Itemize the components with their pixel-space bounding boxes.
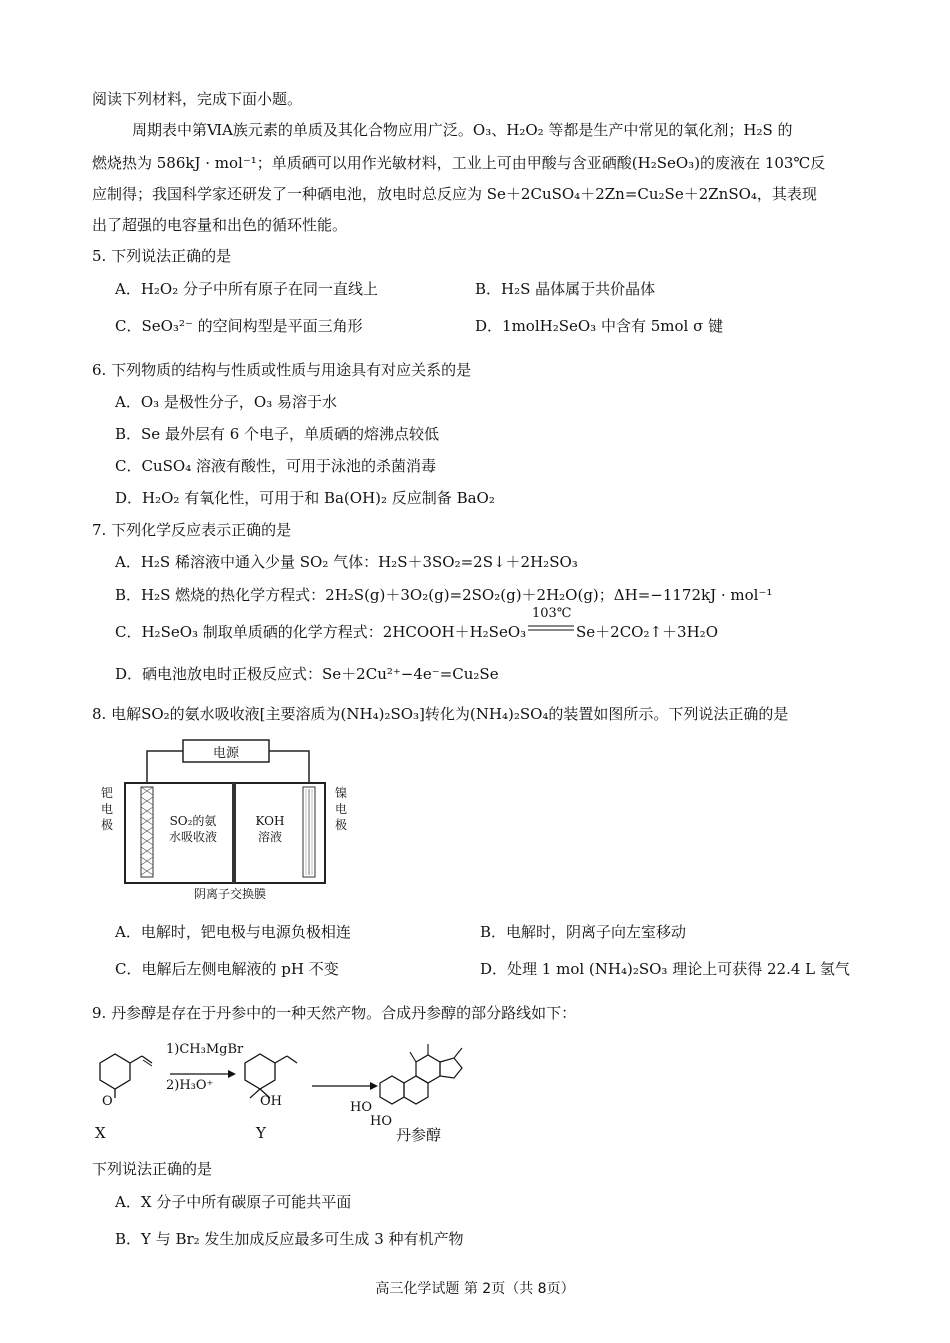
- question-5-stem: 5. 下列说法正确的是: [92, 247, 232, 265]
- q6-option-b: B．Se 最外层有 6 个电子，单质硒的熔沸点较低: [115, 425, 440, 443]
- question-8-stem: 8. 电解SO₂的氨水吸收液[主要溶质为(NH₄)₂SO₃]转化为(NH₄)₂SO₄的装置如图所示。下列说法正确的是: [92, 705, 789, 723]
- q7-condition-label: 103℃: [532, 606, 572, 621]
- compound-x-label: X: [95, 1124, 106, 1142]
- q7-option-c: C．H₂SeO₃ 制取单质硒的化学方程式：2HCOOH＋H₂SeO₃: [115, 623, 527, 641]
- compound-y-label: Y: [256, 1124, 266, 1142]
- x-carbonyl-oxygen: O: [102, 1094, 113, 1109]
- electrode-label-char: 镍: [335, 786, 348, 800]
- q6-option-c: C．CuSO₄ 溶液有酸性，可用于泳池的杀菌消毒: [115, 457, 436, 475]
- right-solution-line: KOH: [255, 814, 285, 828]
- q7-option-d: D．硒电池放电时正极反应式：Se＋2Cu²⁺−4e⁻=Cu₂Se: [115, 665, 499, 683]
- instruction: 阅读下列材料，完成下面小题。: [92, 90, 303, 108]
- reagent-step-1: 1)CH₃MgBr: [166, 1042, 244, 1057]
- intro-paragraph-line1: 周期表中第ⅥA族元素的单质及其化合物应用广泛。O₃、H₂O₂ 等都是生产中常见的氧化剂；H₂S 的: [132, 121, 793, 139]
- q9-option-b: B．Y 与 Br₂ 发生加成反应最多可生成 3 种有机产物: [115, 1230, 464, 1248]
- intro-paragraph-line2: 燃烧热为 586kJ · mol⁻¹；单质硒可以用作光敏材料，工业上可由甲酸与含亚硒酸(H₂SeO₃)的废液在 103℃反: [92, 154, 826, 172]
- electrode-label-char: 极: [335, 818, 348, 832]
- left-solution-label: [157, 813, 229, 845]
- electrolysis-diagram: [95, 735, 357, 905]
- left-solution-line: SO₂的氨: [169, 814, 217, 828]
- power-source-label: 电源: [212, 746, 239, 761]
- q9-option-a: A．X 分子中所有碳原子可能共平面: [115, 1193, 352, 1211]
- q8-option-d: D．处理 1 mol (NH₄)₂SO₃ 理论上可获得 22.4 L 氢气: [480, 960, 850, 978]
- membrane-label: 阴离子交换膜: [193, 887, 266, 901]
- electrode-label-char: 电: [335, 802, 348, 816]
- q7-equals-sign: [528, 624, 574, 632]
- reagent-step-2: 2)H₃O⁺: [166, 1078, 214, 1093]
- product-name-label: 丹参醇: [396, 1126, 442, 1144]
- q5-option-d: D．1molH₂SeO₃ 中含有 5mol σ 键: [475, 317, 724, 335]
- electrode-label-char: 钯: [101, 786, 114, 800]
- q7-option-a: A．H₂S 稀溶液中通入少量 SO₂ 气体：H₂S＋3SO₂=2S↓＋2H₂SO₃: [115, 553, 578, 571]
- q8-option-c: C．电解后左侧电解液的 pH 不变: [115, 960, 339, 978]
- q5-option-a: A．H₂O₂ 分子中所有原子在同一直线上: [115, 280, 379, 298]
- q7-option-c-products: Se＋2CO₂↑＋3H₂O: [576, 623, 718, 641]
- q7-option-b: B．H₂S 燃烧的热化学方程式：2H₂S(g)＋3O₂(g)=2SO₂(g)＋2H₂O(g)；ΔH=−1172kJ · mol⁻¹: [115, 586, 773, 604]
- right-solution-line: 溶液: [257, 830, 282, 844]
- q5-option-c: C．SeO₃²⁻ 的空间构型是平面三角形: [115, 317, 363, 335]
- q5-option-b: B．H₂S 晶体属于共价晶体: [475, 280, 656, 298]
- q8-option-b: B．电解时，阴离子向左室移动: [480, 923, 687, 941]
- electrode-label-char: 电: [101, 802, 114, 816]
- y-hydroxyl-label: OH: [260, 1094, 282, 1109]
- q9-prompt: 下列说法正确的是: [92, 1160, 213, 1178]
- synthesis-route-diagram: [80, 1028, 500, 1148]
- question-6-stem: 6. 下列物质的结构与性质或性质与用途具有对应关系的是: [92, 361, 472, 379]
- page-footer: 高三化学试题 第 2页（共 8页）: [375, 1281, 575, 1297]
- question-9-stem: 9. 丹参醇是存在于丹参中的一种天然产物。合成丹参醇的部分路线如下：: [92, 1004, 577, 1022]
- electrode-label-char: 极: [101, 818, 114, 832]
- nickel-electrode-label: [335, 785, 347, 833]
- product-hydroxyl-label-2: HO: [370, 1114, 392, 1129]
- right-solution-label: [239, 813, 301, 845]
- q6-option-a: A．O₃ 是极性分子，O₃ 易溶于水: [115, 393, 337, 411]
- question-7-stem: 7. 下列化学反应表示正确的是: [92, 521, 292, 539]
- intro-paragraph-line3: 应制得；我国科学家还研发了一种硒电池，放电时总反应为 Se＋2CuSO₄＋2Zn=Cu₂Se＋2ZnSO₄，其表现: [92, 185, 817, 203]
- intro-paragraph-line4: 出了超强的电容量和出色的循环性能。: [92, 216, 348, 234]
- q6-option-d: D．H₂O₂ 有氧化性，可用于和 Ba(OH)₂ 反应制备 BaO₂: [115, 489, 495, 507]
- q8-option-a: A．电解时，钯电极与电源负极相连: [115, 923, 351, 941]
- left-solution-line: 水吸收液: [168, 830, 217, 844]
- palladium-electrode-label: [101, 785, 113, 833]
- product-hydroxyl-label-1: HO: [350, 1100, 372, 1115]
